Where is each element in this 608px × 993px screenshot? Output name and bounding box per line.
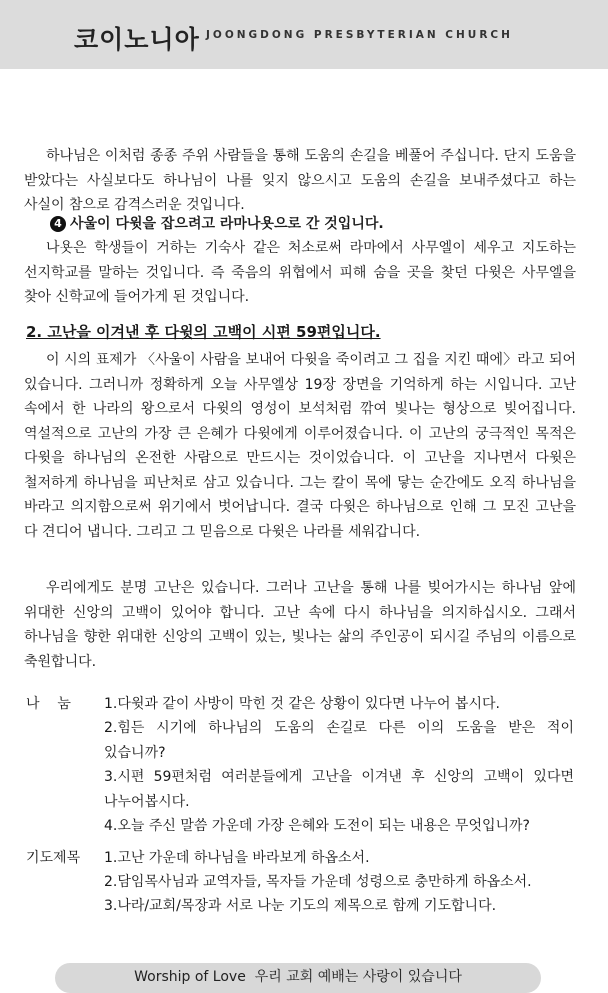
section2-paragraph-2 bbox=[24, 576, 576, 674]
prayer-item-2: 2.담임목사님과 교역자들, 목자들 가운데 성령으로 충만하게 하옵소서. bbox=[104, 874, 532, 890]
section2-paragraph-1 bbox=[24, 348, 576, 544]
intro-paragraph bbox=[24, 144, 576, 218]
sharing-item-1: 1.다윗과 같이 사방이 막힌 것 같은 상황이 있다면 나누어 봅시다. bbox=[104, 696, 500, 712]
sharing-label: 나 눔 bbox=[26, 696, 71, 712]
footer-banner: Worship of Love 우리 교회 예배는 사랑이 있습니다 bbox=[55, 963, 541, 993]
prayer-label: 기도제목 bbox=[26, 850, 81, 866]
section2-paragraph-1-text: 이 시의 표제가 〈사울이 사람을 보내어 다윗을 죽이려고 그 집을 지킨 때에〉라고 되어 있습니다. 그러니까 정확하게 오늘 사무엘상 19장 장면을 기억하게 하는 시입니다. 고난 속에서 한 나라의 왕으로서 다윗의 영성이 보석처럼 깎여 빛나는 형상으로 빚어집니다. 역설적으로 고난의 가장 큰 은혜가 다윗에게 이루어졌습니다. 이 고난의 궁극적인 목적은 다윗을 하나님의 온전한 사람으로 만드시는 것이었습니다. 이 고난을 지나면서 다윗은 철저하게 하나님을 피난처로 삼고 있습니다. 그는 칼이 목에 닿는 순간에도 오직 하나님을 바라고 의지함으로써 위기에서 벗어납니다. 결국 다윗은 하나님으로 인해 그 모진 고난을 다 견디어 냅니다. 그리고 그 믿음으로 다윗은 나라를 세워갑니다. bbox=[24, 352, 576, 540]
section-heading: 2. 고난을 이겨낸 후 다윗의 고백이 시편 59편입니다. bbox=[26, 323, 381, 341]
subpoint-paragraph bbox=[24, 236, 576, 310]
subpoint-text: 사울이 다윗을 잡으려고 라마나욧으로 간 것입니다. bbox=[70, 216, 384, 232]
sharing-item-4: 4.오늘 주신 말씀 가운데 가장 은혜와 도전이 되는 내용은 무엇입니까? bbox=[104, 818, 530, 834]
prayer-item-3: 3.나라/교회/목장과 서로 나눈 기도의 제목으로 함께 기도합니다. bbox=[104, 898, 497, 914]
subpoint-paragraph-text: 나욧은 학생들이 거하는 기숙사 같은 처소로써 라마에서 사무엘이 세우고 지도하는 선지학교를 말하는 것입니다. 즉 죽음의 위협에서 피해 숨을 곳을 찾던 다윗은 사무엘을 찾아 신학교에 들어가게 된 것입니다. bbox=[24, 240, 576, 305]
sharing-item-3: 3.시편 59편처럼 여러분들에게 고난을 이겨낸 후 신앙의 고백이 있다면 나누어봅시다. bbox=[104, 769, 574, 810]
section2-paragraph-2-text: 우리에게도 분명 고난은 있습니다. 그러나 고난을 통해 나를 빚어가시는 하나님 앞에 위대한 신앙의 고백이 있어야 합니다. 고난 속에 다시 하나님을 의지하십시오. 그래서 하나님을 향한 위대한 신앙의 고백이 있는, 빛나는 삶의 주인공이 되시길 주님의 이름으로 축원합니다. bbox=[24, 580, 576, 670]
sharing-item-2: 2.힘든 시기에 하나님의 도움의 손길로 다른 이의 도움을 받은 적이 있습니까? bbox=[104, 720, 574, 761]
prayer-item-1: 1.고난 가운데 하나님을 바라보게 하옵소서. bbox=[104, 850, 370, 866]
number-4-icon: 4 bbox=[50, 216, 66, 232]
subpoint-heading bbox=[50, 212, 384, 236]
page-header bbox=[0, 0, 608, 69]
church-name: JOONGDONG PRESBYTERIAN CHURCH bbox=[206, 29, 513, 41]
magazine-title: 코이노니아 bbox=[74, 25, 200, 54]
intro-paragraph-text: 하나님은 이처럼 종종 주위 사람들을 통해 도움의 손길을 베풀어 주십니다. 단지 도움을 받았다는 사실보다도 하나님이 나를 잊지 않으시고 도움의 손길을 보내주셨다고 하는 사실이 참으로 감격스러운 것입니다. bbox=[24, 148, 576, 213]
